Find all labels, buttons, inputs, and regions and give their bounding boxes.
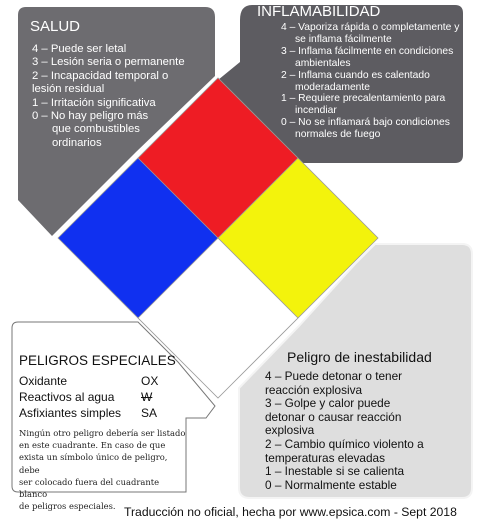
instability-levels: [265, 370, 465, 492]
instability-level: reacción explosiva: [265, 382, 363, 397]
instability-level: 1 – Inestable si se calienta: [265, 464, 405, 479]
instability-level: 2 – Cambio químico violento a: [265, 436, 424, 451]
health-levels: [32, 43, 207, 150]
instability-title: Peligro de inestabilidad: [287, 349, 432, 365]
footer-credit: Traducción no oficial, hecha por www.epsica.com - Sept 2018: [124, 505, 457, 519]
special-item-label: Oxidante: [19, 374, 68, 388]
instability-level: 4 – Puede detonar o tener: [265, 369, 403, 383]
flammability-level: normales de fuego: [295, 129, 381, 141]
special-item-code: SA: [141, 406, 158, 420]
instability-level: 3 – Golpe y calor puede: [265, 396, 391, 411]
special-item: [19, 390, 179, 404]
special-note: [19, 427, 187, 512]
special-item-code: W: [141, 390, 153, 404]
flammability-level: moderadamente: [295, 81, 370, 93]
flammability-level: se inflama fácilmente: [295, 33, 392, 45]
flammability-level: incendiar: [295, 105, 337, 117]
health-level: 1 – Irritación significativa: [32, 96, 156, 109]
special-item-code: OX: [141, 374, 159, 388]
special-item: [19, 406, 179, 420]
special-note-line: Ningún otro peligro debería ser listado: [19, 428, 186, 438]
special-note-line: ser colocado fuera del cuadrante blanco: [19, 476, 160, 500]
flammability-level: 1 – Requiere precalentamiento para: [281, 93, 446, 105]
special-item-label: Asfixiantes simples: [19, 406, 122, 420]
special-title: PELIGROS ESPECIALES: [19, 353, 176, 368]
health-level: lesión residual: [32, 83, 105, 96]
health-level: 3 – Lesión seria o permanente: [32, 56, 185, 69]
health-level: que combustibles: [52, 123, 140, 136]
instability-level: temperaturas elevadas: [265, 450, 386, 465]
special-note-line: exista un símbolo único de peligro, debe: [19, 452, 168, 475]
flammability-levels: [281, 22, 461, 141]
flammability-title: INFLAMABILIDAD: [257, 3, 381, 20]
instability-level: 0 – Normalmente estable: [265, 477, 397, 492]
special-item-label: Reactivos al agua: [19, 390, 115, 404]
flammability-level: 3 – Inflama fácilmente en condiciones: [281, 45, 454, 57]
special-note-line: en este cuadrante. En caso de que: [19, 440, 166, 451]
flammability-level: 2 – Inflama cuando es calentado: [281, 69, 430, 81]
flammability-level: ambientales: [295, 57, 351, 69]
instability-level: explosiva: [265, 423, 315, 438]
special-item: [19, 374, 179, 388]
instability-level: detonar o causar reacción: [265, 409, 402, 424]
health-level: 0 – No hay peligro más: [32, 110, 149, 123]
flammability-level: 4 – Vaporiza rápida o completamente y: [281, 22, 460, 33]
health-level: 4 – Puede ser letal: [32, 43, 127, 55]
health-level: ordinarios: [52, 136, 102, 149]
special-note-line: de peligros especiales.: [19, 501, 116, 512]
health-level: 2 – Incapacidad temporal o: [32, 69, 169, 82]
health-title: SALUD: [30, 18, 81, 35]
flammability-level: 0 – No se inflamará bajo condiciones: [281, 117, 450, 129]
